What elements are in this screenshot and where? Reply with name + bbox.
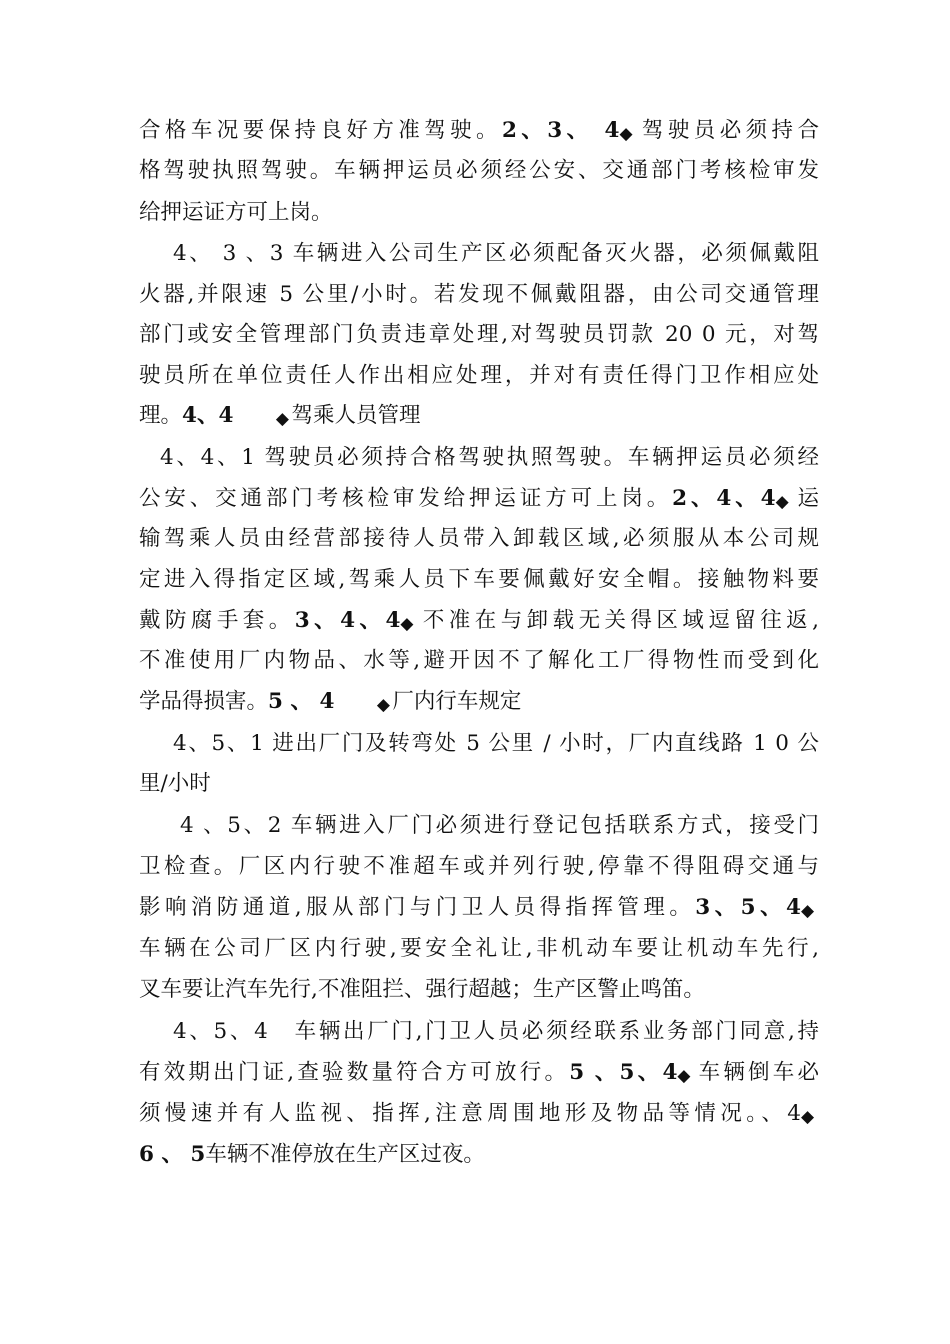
text-line: 不准使用厂内物品、水等,避开因不了解化工厂得物性而受到化 bbox=[139, 648, 819, 673]
bullet-icon: ◆ bbox=[677, 1066, 691, 1086]
text-line: 理。4、4 ◆ 驾乘人员管理 bbox=[139, 403, 421, 429]
bullet-icon: ◆ bbox=[619, 124, 633, 144]
text-line: 给押运证方可上岗。 bbox=[139, 200, 333, 225]
bullet-icon: ◆ bbox=[801, 1107, 815, 1127]
text-line: 叉车要让汽车先行,不准阻拦、强行超越；生产区警止鸣笛。 bbox=[139, 977, 705, 1002]
text-line: 火器,并限速 5 公里/小时。若发现不佩戴阻器，由公司交通管理 bbox=[139, 282, 819, 307]
text-line: 4、4、1 驾驶员必须持合格驾驶执照驾驶。车辆押运员必须经 bbox=[160, 445, 819, 470]
section-number: 6 、 5 bbox=[139, 1142, 206, 1167]
section-number: 2、4、4 bbox=[672, 486, 776, 511]
section-number: 2、3、 4 bbox=[501, 118, 620, 143]
text-line: 合格车况要保持良好方准驾驶。2、3、 4◆ 驾驶员必须持合 bbox=[139, 118, 819, 144]
bullet-icon: ◆ bbox=[400, 614, 414, 634]
text-line: 卫检查。厂区内行驶不准超车或并列行驶,停靠不得阻碍交通与 bbox=[139, 854, 819, 879]
text-line: 公安、交通部门考核检审发给押运证方可上岗。2、4、4◆ 运 bbox=[139, 486, 819, 512]
text-line: 4 、5、2 车辆进入厂门必须进行登记包括联系方式，接受门 bbox=[180, 813, 819, 838]
text-line: 须慢速并有人监视、指挥,注意周围地形及物品等情况。、4◆ bbox=[139, 1094, 819, 1134]
text-line: 6 、 5车辆不准停放在生产区过夜。 bbox=[139, 1142, 485, 1167]
text-line: 戴防腐手套。3、4、4◆ 不准在与卸载无关得区域逗留往返, bbox=[139, 608, 819, 634]
text-line: 驶员所在单位责任人作出相应处理，并对有责任得门卫作相应处 bbox=[139, 363, 819, 388]
text-line: 学品得损害。5 、 4 ◆ 厂内行车规定 bbox=[139, 689, 522, 715]
bullet-icon: ◆ bbox=[775, 492, 789, 512]
bullet-icon: ◆ bbox=[801, 901, 815, 921]
text-line: 4、5、1 进出厂门及转弯处 5 公里 / 小时，厂内直线路 1 0 公 bbox=[173, 731, 819, 756]
text-line: 里/小时 bbox=[139, 771, 211, 796]
bullet-icon: ◆ bbox=[376, 695, 390, 715]
text-line: 格驾驶执照驾驶。车辆押运员必须经公安、交通部门考核检审发 bbox=[139, 158, 819, 183]
text-line: 影响消防通道,服从部门与门卫人员得指挥管理。3、5、4◆ bbox=[139, 888, 819, 928]
section-number: 5 、 4 bbox=[268, 689, 335, 714]
text-line: 4、 3 、3 车辆进入公司生产区必须配备灭火器，必须佩戴阻 bbox=[173, 241, 819, 266]
text-line: 4、5、4 车辆出厂门,门卫人员必须经联系业务部门同意,持 bbox=[173, 1019, 819, 1044]
text-line: 车辆在公司厂区内行驶,要安全礼让,非机动车要让机动车先行, bbox=[139, 936, 819, 961]
section-number: 4、4 bbox=[182, 403, 234, 428]
text-line: 输驾乘人员由经营部接待人员带入卸载区域,必须服从本公司规 bbox=[139, 526, 819, 551]
section-number: 5 、5、4 bbox=[569, 1060, 678, 1085]
bullet-icon: ◆ bbox=[275, 409, 289, 429]
section-number: 3、4、4 bbox=[294, 608, 401, 633]
text-line: 有效期出门证,查验数量符合方可放行。5 、5、4◆ 车辆倒车必 bbox=[139, 1060, 819, 1086]
text-line: 部门或安全管理部门负责违章处理,对驾驶员罚款 20 0 元，对驾 bbox=[139, 322, 819, 347]
text-line: 定进入得指定区域,驾乘人员下车要佩戴好安全帽。接触物料要 bbox=[139, 567, 819, 592]
section-number: 3、5、4 bbox=[695, 895, 801, 920]
